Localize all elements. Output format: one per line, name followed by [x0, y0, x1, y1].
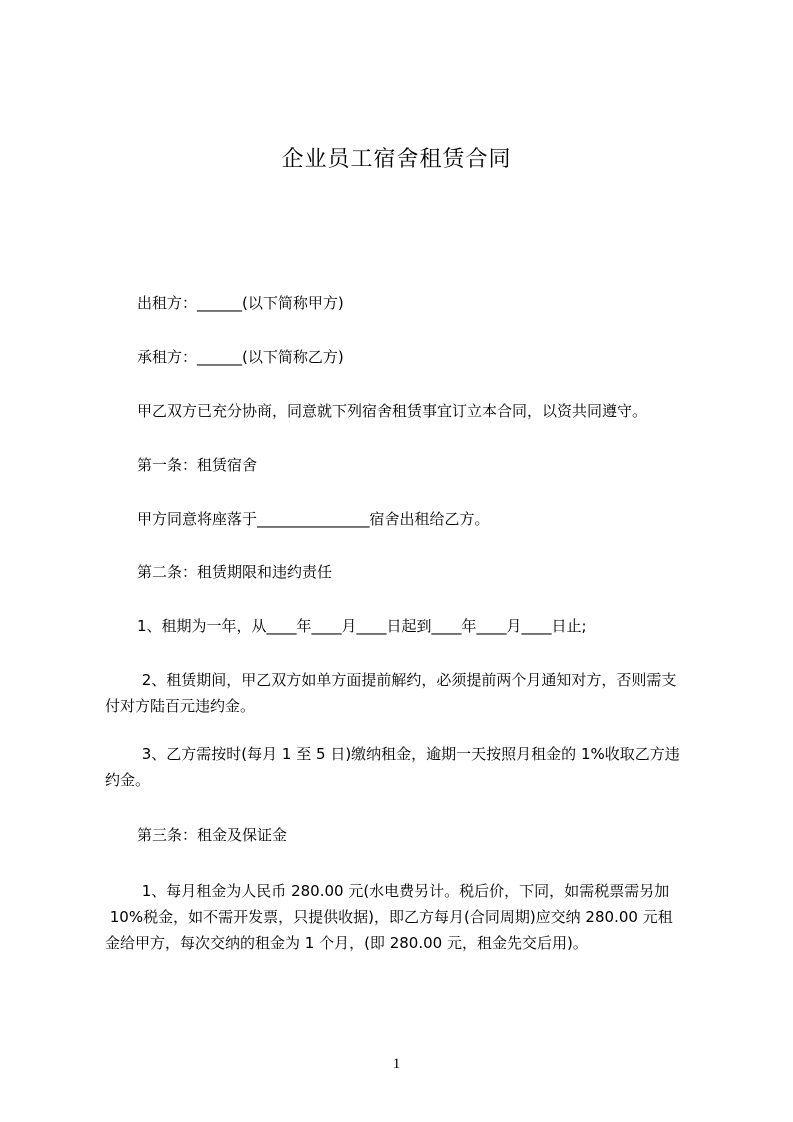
paragraph-line: 第二条：租赁期限和违约责任 [137, 563, 333, 581]
paragraph-line: 承租方：______(以下简称乙方) [137, 348, 344, 366]
paragraph [105, 741, 680, 793]
paragraph-line: 1、租期为一年，从____年____月____日起到____年____月____日止; [137, 617, 587, 635]
paragraph-line: 金给甲方，每次交纳的租金为 1 个月，(即 280.00 元，租金先交后用)。 [105, 934, 588, 952]
paragraph [105, 344, 344, 370]
paragraph-line: 第三条：租金及保证金 [137, 826, 288, 844]
paragraph [105, 613, 587, 639]
paragraph-line: 付对方陆百元违约金。 [105, 697, 256, 715]
document-title: 企业员工宿舍租赁合同 [281, 147, 512, 172]
paragraph [105, 878, 673, 956]
paragraph-line: 10%税金，如不需开发票，只提供收据)，即乙方每月(合同周期)应交纳 280.00 元租 [105, 908, 673, 926]
paragraph [105, 822, 287, 848]
paragraph-line: 约金。 [105, 771, 151, 789]
paragraph-line: 出租方：______(以下简称甲方) [137, 294, 344, 312]
page-number: 1 [392, 1056, 401, 1072]
paragraph [105, 452, 257, 478]
paragraph-line: 1、每月租金为人民币 280.00 元(水电费另计。税后价，下同，如需税票需另加 [137, 882, 670, 900]
paragraph [105, 559, 332, 585]
paragraph [105, 290, 344, 316]
paragraph-line: 2、租赁期间，甲乙双方如单方面提前解约，必须提前两个月通知对方，否则需支 [137, 671, 677, 689]
paragraph [105, 398, 647, 424]
paragraph-line: 甲乙双方已充分协商，同意就下列宿舍租赁事宜订立本合同，以资共同遵守。 [137, 402, 648, 420]
paragraph [105, 667, 676, 719]
paragraph [105, 506, 490, 532]
paragraph-line: 第一条：租赁宿舍 [137, 456, 258, 474]
paragraph-line: 3、乙方需按时(每月 1 至 5 日)缴纳租金，逾期一天按照月租金的 1%收取乙方违 [137, 745, 680, 763]
paragraph-line: 甲方同意将座落于_______________宿舍出租给乙方。 [137, 510, 490, 528]
